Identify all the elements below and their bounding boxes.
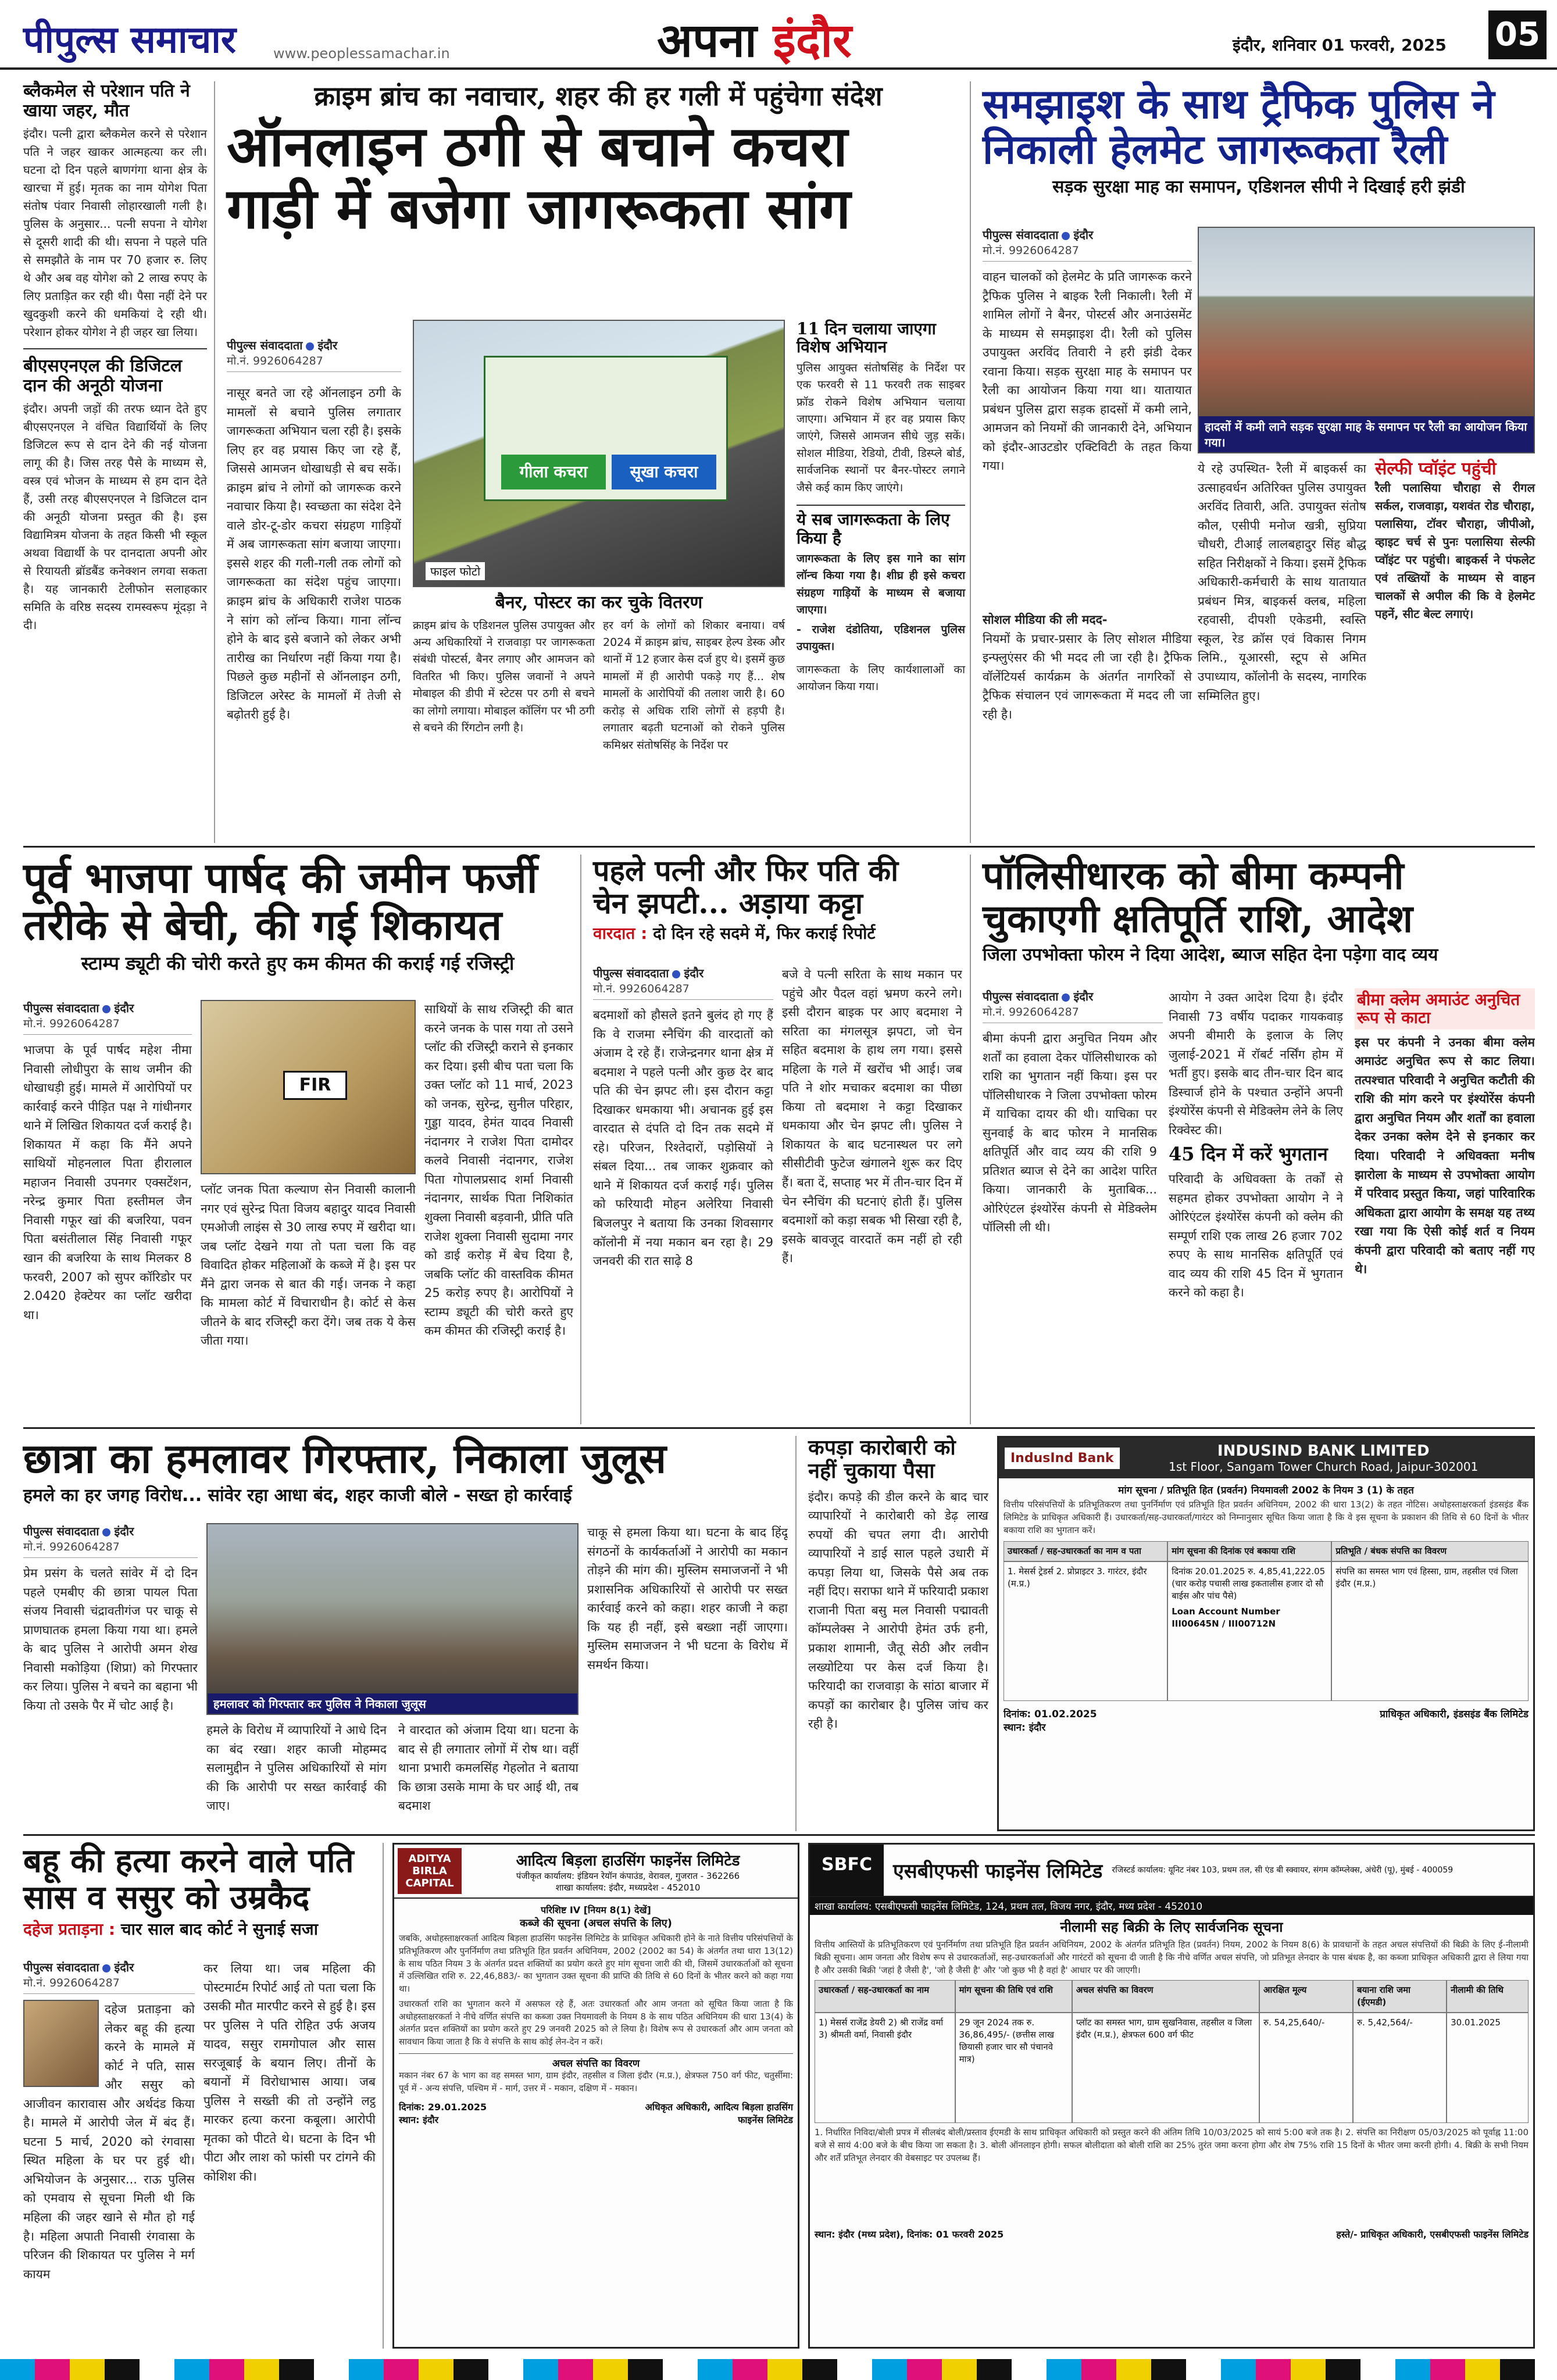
sbfc-place: स्थान: इंदौर (मध्य प्रदेश), दिनांक: 01 फरवरी 2025 bbox=[815, 2229, 1004, 2240]
divider bbox=[23, 846, 1535, 848]
indusind-loan: Loan Account Number III00645N / III00712N bbox=[1172, 1606, 1280, 1629]
land-headline-2: तरीके से बेची, की गई शिकायत bbox=[23, 899, 502, 949]
chain-text-1: बदमाशों को हौसले इतने बुलंद हो गए हैं कि वे राजमा स्नैचिंग की वारदातों को अंजाम दे रहे हैं। राजेन्द्रनगर थाना क्षेत्र में बदमाश ने पहले पत्नी और कुछ देर बाद पति की चेन झपट ली। इस दौरान कट्टा दिखाकर धमकाया भी। अचानक हुई इस वारदात से दंपति दो दिन तक सदमे में रहे। परिजन, रिश्तेदारों, पड़ोसियों ने संबल दिया... तब जाकर शुक्रवार को थाने में शिकायत दर्ज कराई गई। पुलिस को फरियादी मोहन अलेरिया निवासी बिजलपुर ने बताया कि उनका शिवसागर कॉलोनी में नया मकान बन रहा है। 29 जनवरी की रात साढ़े 8 bbox=[593, 1008, 773, 1268]
chain-text-2: बजे वे पत्नी सरिता के साथ मकान पर पहुंचे और पैदल वहां भ्रमण करने लगे। इसी दौरान बाइक पर आए बदमाश ने सरिता का मंगलसूत्र झपटा, जो चेन सहित बदमाश के हाथ लग गया। इससे महिला के गले में खरोंच भी आई। जब पति ने शोर मचाकर बदमाश का पीछा किया तो बदमाश ने कट्टा दिखाकर धमकाया और चेन झपट ली। पुलिस ने शिकायत के बाद घटनास्थल पर लगे सीसीटीवी फुटेज खंगालने शुरू कर दिए हैं। बता दें, सप्ताह भर में तीन-चार दिन में चेन स्नैचिंग की घटनाएं होती हैं। पुलिस बदमाशों को कड़ा सबक भी सिखा रही है, इसके बावजूद वारदातें कम नहीं हो रही हैं। bbox=[782, 967, 962, 1266]
lead-kicker: क्राइम ब्रांच का नवाचार, शहर की हर गली में पहुंचेगा संदेश bbox=[314, 80, 883, 112]
page-number: 05 bbox=[1488, 10, 1547, 59]
location-dot-icon bbox=[1062, 994, 1070, 1002]
divider bbox=[23, 1834, 1535, 1836]
insurance-byline: पीपुल्स संवाददाता इंदौर bbox=[983, 989, 1094, 1003]
lead-sidebar bbox=[797, 320, 965, 831]
left-briefs bbox=[23, 81, 215, 843]
aditya-title: आदित्य बिड़ला हाउसिंग फाइनेंस लिमिटेड bbox=[516, 1852, 740, 1870]
aditya-notice-head: कब्जे की सूचना (अचल संपत्ति के लिए) bbox=[520, 1917, 672, 1929]
clothes-headline: कपड़ा कारोबारी को नहीं चुकाया पैसा bbox=[808, 1435, 956, 1484]
newspaper-logo: पीपुल्स समाचार bbox=[23, 18, 236, 62]
sbfc-col-1: उधारकर्ता / सह-उधारकर्ता का नाम bbox=[815, 1980, 955, 2013]
chain-headline-2: चेन झपटी... अड़ाया कट्टा bbox=[593, 886, 863, 920]
dry-waste-label: सूखा कचरा bbox=[612, 455, 716, 489]
indusind-col-1: उधारकर्ता / सह-उधारकर्ता का नाम व पता bbox=[1004, 1541, 1167, 1561]
land-byline: पीपुल्स संवाददाता इंदौर bbox=[23, 1001, 134, 1015]
lead-story bbox=[227, 81, 971, 843]
sbfc-borrower: 1) मेसर्स राजेंद्र डेयरी 2) श्री राजेंद्र वर्मा 3) श्रीमती वर्मा, निवासी इंदौर bbox=[815, 2013, 955, 2123]
indusind-col-3: प्रतिभूति / बंधक संपत्ति का विवरण bbox=[1331, 1541, 1529, 1561]
traffic-subhead: सड़क सुरक्षा माह का समापन, एडिशनल सीपी ने दिखाई हरी झंडी bbox=[1052, 176, 1465, 197]
traffic-text-2: नियमों के प्रचार-प्रसार के लिए सोशल मीडिया इन्फ्लुएंसर की भी मदद ली जा रही है। ट्रैफिक वॉलेंटियर्स कार्यक्रम के अंतर्गत नागरिकों से ट्रैफिक संचालन एवं जागरूकता में मदद ली जा रही है। bbox=[983, 631, 1192, 721]
chain-subhead: वारदात : दो दिन रहे सदमे में, फिर कराई रिपोर्ट bbox=[593, 924, 876, 943]
lead-mobile: मो.नं. 9926064287 bbox=[227, 353, 401, 372]
aditya-notice-text: जबकि, अधोहस्ताक्षरकर्ता आदित्य बिड़ला हाउसिंग फाइनेंस लिमिटेड के प्राधिकृत अधिकारी होने के नाते वित्तीय परिसंपत्तियों के प्रतिभूतिकरण और पुनर्निर्माण तथा प्रतिभूति हित प्रवर्तन अधिनियम, 2002 (2002 का 54) के अंतर्गत तथा धारा 13(12) के साथ पठित नियम 3 के अंतर्गत प्रदत्त शक्तियों का प्रयोग करते हुए मांग सूचना जारी की थी, जिसमें उधारकर्ताओं को सूचना में उल्लिखित राशि रु. 22,46,883/- का भुगतान उक्त सूचना की प्राप्ति की तिथि से 60 दिनों के भीतर करने को कहा गया था। bbox=[399, 1933, 793, 1994]
fir-photo bbox=[201, 1000, 416, 1174]
land-text-1: भाजपा के पूर्व पार्षद महेश नीमा निवासी लोधीपुरा के साथ जमीन की धोखाधड़ी हुई। मामले में आरोपियों पर कार्रवाई करने पीड़ित पक्ष ने गांधीनगर थाने में लिखित शिकायत दर्ज कराई है। शिकायत में कहा कि मैंने अपने साथियों मोहनलाल पिता हीरालाल महाजन निवासी उपनगर एक्सटेंशन, नरेन्द्र कुमार पिता हस्तीमल जैन निवासी गफूर खां की बजरिया, पवन पिता बसंतीलाल सिंह निवासी गफूर खान की बजरिया के साथ मिलकर 8 फरवरी, 2007 को सुपर कॉरिडोर पर 2.0420 हेक्टेयर का प्लॉट खरीदा था। bbox=[23, 1043, 192, 1322]
insurance-side-text: इस पर कंपनी ने उनका बीमा क्लेम अमाउंट अनुचित रूप से काट लिया। तत्पश्चात परिवादी ने अनुचित कटौती की राशि की मांग करने पर इंश्योरेंस कंपनी द्वारा अनुचित नियम और शर्तों का हवाला देकर उनका क्लेम देने से इनकार कर दिया। परिवादी ने अधिवक्ता मनीष झारोला के माध्यम से उपभोक्ता आयोग में परिवाद प्रस्तुत किया, जहां पारिवारिक अधिकता द्वारा आयोग के समक्ष यह तथ्य रखा गया कि ऐसी कोई शर्त व नियम कंपनी द्वारा परिवादी को बताए नहीं गए थे। bbox=[1355, 1035, 1535, 1277]
sbfc-notice-text: वित्तीय आस्तियों के प्रतिभूतिकरण एवं पुनर्निर्माण तथा प्रतिभूति हित प्रवर्तन अधिनियम, 2002 के अंतर्गत प्रतिभूति हित (प्रवर्तन) नियम, 2002 के नियम 8(6) के प्रावधानों के तहत अचल संपत्तियों की बिक्री के लिए ई-नीलामी बिक्री सूचना। आम जनता और विशेष रूप से उधारकर्ताओं, सह-उधारकर्ताओं और गारंटरों को सूचना दी जाती है कि नीचे वर्णित अचल संपत्ति, जो प्रतिभूत लेनदार के पास बंधक है, का कब्जा प्राधिकृत अधिकारी द्वारा ले लिया गया है और उसकी बिक्री 'जहां है जैसी है', 'जो है जैसी है' और 'जो कुछ भी है वहां है' आधार पर की जाएगी। bbox=[815, 1939, 1529, 1975]
divider bbox=[23, 1427, 1535, 1429]
quote-headline: ये सब जागरूकता के लिए किया है bbox=[797, 505, 965, 547]
section-title-b: इंदौर bbox=[773, 13, 852, 67]
murder-text-2: कर लिया था। जब महिला की पोस्टमार्टम रिपोर्ट आई तो पता चला कि उसकी मौत मारपीट करने से हुई है। इस पर पुलिस ने पति रोहित उर्फ अजय यादव, ससुर रामगोपाल और सास सरजूबाई के बयान लिए। तीनों के बयानों में विरोधाभास आया। जब पुलिस ने सख्ती की तो उन्होंने लट्ठ मारकर हत्या करना कबूला। आरोपी मृतका को पीटते थे। घटना के दिन भी पीटा और लाश को फांसी पर टांगने की कोशिश की। bbox=[203, 1961, 376, 2184]
sbfc-col-6: नीलामी की तिथि bbox=[1447, 1980, 1529, 2013]
aditya-birla-notice bbox=[392, 1843, 799, 2349]
land-subhead: स्टाम्प ड्यूटी की चोरी करते हुए कम कीमत की कराई गई रजिस्ट्री bbox=[81, 952, 515, 975]
traffic-sub2: सोशल मीडिया की ली मदद- bbox=[983, 613, 1108, 627]
lead-text-col-3: हर वर्ग के लोगों को शिकार बनाया। वर्ष 2024 में क्राइम ब्रांच, साइबर हेल्प डेस्क और थानों में 12 हजार केस दर्ज हुए थे। इसमें कुछ मामलों में ही आरोपी पकड़े गए हैं... शेष मामलों के आरोपियों की तलाश जारी है। 60 करोड़ से अधिक राशि लोगों से हड़पी है। लगातार बढ़ती घटनाओं को रोकने पुलिस कमिश्नर संतोषसिंह के निर्देश पर bbox=[603, 619, 785, 752]
land-text-3: साथियों के साथ रजिस्ट्री की बात करने जनक के पास गया तो उसने प्लॉट की रजिस्ट्री कराने से इनकार कर दिया। इसी बीच पता चला कि उक्त प्लॉट को 11 मार्च, 2023 को जनक, सुरेन्द्र, सुनील परिहार, गुड्डा यादव, हेमंत यादव निवासी नंदानगर ने राजेश पिता दामोदर कलवे निवासी नंदानगर, राजेश पिता गोपालप्रसाद शर्मा निवासी नंदानगर, सार्थक पिता निशिकांत शुक्ला निवासी बड़वानी, प्रीति पति राजेश शुक्ला निवासी सुदामा नगर को डाई करोड़ में बेच दिया है, जबकि प्लॉट की वास्तविक कीमत 25 करोड़ रुपए है। आरोपियों ने स्टाम्प ड्यूटी की चोरी करते हुए कम कीमत की रजिस्ट्री कराई है। bbox=[424, 1002, 573, 1338]
website-url[interactable]: www.peoplessamachar.in bbox=[273, 45, 450, 62]
sbfc-property: प्लॉट का समस्त भाग, ग्राम सुखनिवास, तहसील व जिला इंदौर (म.प्र.), क्षेत्रफल 600 वर्ग फीट bbox=[1072, 2013, 1259, 2123]
aditya-prop-text: मकान नंबर 67 के भाग का वह समस्त भाग, ग्राम इंदौर, तहसील व जिला इंदौर (म.प्र.), क्षेत्रफल 750 वर्ग फीट, चतुर्सीमा: पूर्व में - अन्य संपत्ति, पश्चिम में - मार्ग, उत्तर में - मकान, दक्षिण में - मकान। bbox=[399, 2070, 793, 2093]
masthead bbox=[0, 0, 1557, 70]
photo-caption: फाइल फोटो bbox=[426, 562, 485, 580]
sbfc-auction-date: 30.01.2025 bbox=[1447, 2013, 1529, 2123]
indusind-borrower: 1. मेसर्स ट्रेडर्स 2. प्रोप्राइटर 3. गारंटर, इंदौर (म.प्र.) bbox=[1004, 1561, 1167, 1701]
student-mobile: मो.नं. 9926064287 bbox=[23, 1539, 198, 1558]
insurance-text-1: बीमा कंपनी द्वारा अनुचित नियम और शर्तों का हवाला देकर पॉलिसीधारक को राशि का भुगतान नहीं किया। इस पर पॉलिसीधारक ने जिला उपभोक्ता फोरम में याचिका दायर की थी। याचिका पर सुनवाई के बाद फोरम ने मानसिक क्षतिपूर्ति और वाद व्यय की राशि 9 प्रतिशत ब्याज से देने का आदेश पारित किया। जानकारी के मुताबिक... ओरिएंटल इंश्योरेंस कंपनी से मेडिक्लेम पॉलिसी ली थी। bbox=[983, 1031, 1157, 1235]
aditya-appendix: परिशिष्ट IV [नियम 8(1) देखें] bbox=[541, 1904, 651, 1916]
indusind-notice-head: मांग सूचना / प्रतिभूति हित (प्रवर्तन) नियमावली 2002 के नियम 3 (1) के तहत bbox=[1118, 1485, 1414, 1496]
sbfc-col-2: मांग सूचना की तिथि एवं राशि bbox=[955, 1980, 1072, 2013]
sbfc-logo: SBFC bbox=[810, 1844, 884, 1896]
garbage-truck-photo bbox=[413, 320, 785, 587]
selfie-headline: सेल्फी प्वॉइंट पहुंची bbox=[1375, 459, 1497, 479]
sbfc-terms: 1. निर्धारित निविदा/बोली प्रपत्र में सीलबंद बोली/प्रस्ताव ईएमडी के साथ प्राधिकृत अधिकारी को प्रस्तुत करने की अंतिम तिथि 10/03/2025 को सायं 5:00 बजे तक है। 2. संपत्ति का निरीक्षण 05/03/2025 को पूर्वाह्न 11:00 बजे से सायं 4:00 बजे के बीच किया जा सकता है। 3. बोली ऑनलाइन होगी। सफल बोलीदाता को बोली राशि का 25% तुरंत जमा करना होगा और शेष 75% राशि 15 दिनों के भीतर जमा करनी होगी। 4. बिक्री के सभी नियम और शर्तें प्रतिभूत लेनदार की वेबसाइट पर उपलब्ध हैं। bbox=[815, 2127, 1529, 2163]
indusind-place: स्थान: इंदौर bbox=[1004, 1722, 1046, 1734]
aditya-place: स्थान: इंदौर bbox=[399, 2114, 439, 2126]
clothes-text: इंदौर। कपड़े की डील करने के बाद चार व्यापारियों ने कारोबारी को डेढ़ लाख रुपयों की चपत लगा दी। आरोपी व्यापारियों ने डाई साल पहले उधारी में कपड़ा लिया था, जिसके पैसे अब तक नहीं दिए। सराफा थाने में फरियादी प्रकाश राजानी पिता बसु मल निवासी पद्मावती कॉम्पलेक्स ने आरोपी हेमंत उर्फ हनी, प्रकाश शामानी, जैतू सेठी और लवीन लख्योटिया पर केस दर्ज किया है। फरियादी का राजवाड़ा के सांठा बाजार में कपड़ों का कारोबार है। पुलिस जांच कर रही है। bbox=[808, 1489, 988, 1731]
location-dot-icon bbox=[672, 970, 680, 978]
photo-wrap-spacer bbox=[23, 2000, 105, 2087]
chain-mobile: मो.नं. 9926064287 bbox=[593, 981, 773, 1000]
selfie-box bbox=[1375, 459, 1535, 623]
procession-photo bbox=[206, 1523, 578, 1715]
fir-label: FIR bbox=[283, 1071, 347, 1100]
sbfc-col-5: बयाना राशि जमा (ईएमडी) bbox=[1353, 1980, 1447, 2013]
rally-photo-caption: हादसों में कमी लाने सड़क सुरक्षा माह के समापन पर रैली का आयोजन किया गया। bbox=[1199, 416, 1534, 452]
sbfc-signature: हस्ते/- प्राधिकृत अधिकारी, एसबीएफसी फाइनेंस लिमिटेड bbox=[1336, 2229, 1529, 2240]
indusind-address: 1st Floor, Sangam Tower Church Road, Jaipur-302001 bbox=[1169, 1460, 1479, 1474]
sidebar-headline: 11 दिन चलाया जाएगा विशेष अभियान bbox=[797, 319, 936, 357]
box-text: क्राइम ब्रांच के एडिशनल पुलिस उपायुक्त और अन्य अधिकारियों ने राजवाड़ा पर जागरूकता संबंधी पोस्टर्स, बैनर लगाए और आमजन को वितरित भी किए। पुलिस जवानों ने अपने मोबाइल की डीपी में स्टेटस पर ठगी से बचने का लोगो लगाया। मोबाइल कॉलिंग पर भी ठगी से बचने की रिंगटोन लगी है। bbox=[413, 619, 595, 735]
section-title-a: अपना bbox=[657, 13, 773, 67]
murder-byline-block bbox=[23, 1959, 195, 1994]
procession-photo-caption: हमलावर को गिरफ्तार कर पुलिस ने निकाला जुलूस bbox=[208, 1693, 577, 1714]
dateline: इंदौर, शनिवार 01 फरवरी, 2025 bbox=[1233, 35, 1447, 55]
lead-headline-1: ऑनलाइन ठगी से बचाने कचरा bbox=[227, 113, 848, 179]
student-headline: छात्रा का हमलावर गिरफ्तार, निकाला जुलूस bbox=[23, 1434, 666, 1482]
aditya-notice-text-2: उधारकर्ता राशि का भुगतान करने में असफल रहे हैं, अतः उधारकर्ता और आम जनता को सूचित किया जाता है कि अधोहस्ताक्षरकर्ता ने नीचे वर्णित संपत्ति का कब्जा उक्त नियमावली के नियम 8 के साथ पठित अधिनियम की धारा 13(4) के अंतर्गत प्रदत्त शक्तियों का प्रयोग करते हुए 29 जनवरी 2025 को ले लिया है। विशेष रूप से उधारकर्ता और आम जनता को सावधान किया जाता है कि वे संपत्ति के साथ कोई लेन-देन न करें। bbox=[399, 1998, 793, 2047]
indusind-logo: IndusInd Bank bbox=[1005, 1448, 1120, 1469]
land-story bbox=[23, 855, 581, 1424]
traffic-social bbox=[983, 610, 1192, 724]
traffic-byline: पीपुल्स संवाददाता इंदौर bbox=[983, 228, 1094, 242]
student-text-1: प्रेम प्रसंग के चलते सांवेर में दो दिन पहले एमबीए की छात्रा पायल पिता संजय निवासी चंद्रावतीगंज पर चाकू से प्राणघातक हमला किया गया था। हमले के बाद पुलिस ने आरोपी अमन शेख निवासी मकोड़िया (शिप्रा) को गिरफ्तार कर लिया। पुलिस ने बचने का बहाना भी किया तो उसके पैर में चोट आई है। bbox=[23, 1566, 198, 1713]
traffic-mobile: मो.नं. 9926064287 bbox=[983, 242, 1192, 262]
color-registration-bar bbox=[0, 2359, 1557, 2380]
sbfc-auction-head: नीलामी सह बिक्री के लिए सार्वजनिक सूचना bbox=[1060, 1919, 1283, 1935]
student-story bbox=[23, 1436, 797, 1831]
selfie-text: रैली पलासिया चौराहा से रीगल सर्कल, राजवाड़ा, यशवंत रोड चौराहा, पलासिया, टॉवर चौराहा, जीपीओ, व्हाइट चर्च से पुनः पलासिया सेल्फी प्वॉइंट पर पहुंची। बाइकर्स ने पंफलेट एवं तख्तियों के माध्यम से वाहन चालकों से अपील की कि वे हेलमेट पहनें, सीट बेल्ट लगाएं। bbox=[1375, 480, 1535, 621]
sbfc-notice bbox=[808, 1843, 1535, 2349]
traffic-story bbox=[983, 81, 1535, 843]
murder-story bbox=[23, 1843, 384, 2349]
sidebar-text: पुलिस आयुक्त संतोषसिंह के निर्देश पर एक फरवरी से 11 फरवरी तक साइबर फ्रॉड रोकने विशेष अभियान चलाया जाएगा। अभियान में हर वह प्रयास किए जाएंगे, जिससे आमजन सीधे जुड़ सकें। सोशल मीडिया, रेडियो, टीवी, डिस्प्ले बोर्ड, सार्वजनिक स्थानों पर बैनर-पोस्टर लगाने जैसे कई काम किए जाएंगे। bbox=[797, 361, 965, 494]
traffic-byline-block bbox=[983, 227, 1192, 262]
murder-text-1: दहेज प्रताड़ना को लेकर बहू की हत्या करने के मामले में कोर्ट ने पति, सास और ससुर को आजीवन कारावास और अर्थदंड किया है। मामले में आरोपी जेल में बंद हैं। घटना 5 मार्च, 2020 को रंगवासा स्थित महिला के घर पर हुई थी। अभियोजन के अनुसार... राऊ पुलिस को एमवाय से सूचना मिली थी कि महिला की जहर खाने से मौत हो गई है। महिला अपाती निवासी रंगवासा के परिजन की शिकायत पर पुलिस ने मर्ग कायम bbox=[23, 2000, 195, 2343]
traffic-text-col-3: ये रहे उपस्थित- रैली में बाइकर्स का उत्साहवर्धन अतिरिक्त पुलिस उपायुक्त अरविंद तिवारी, अति. उपायुक्त संतोष कौल, एसीपी मनोज खत्री, सुप्रिया चौधरी, टीआई लालबहादुर सिंह बौद्ध सहित निरीक्षकों ने किया। इसमें ट्रैफिक अधिकारी-कर्मचारी के साथ यातायात प्रबंधन मित्र, बाइकर्स क्लब, महिला रहवासी, दीपशी एकेडमी, स्वस्ति स्कूल, रेड क्रॉस एवं विकास निगम लिमि., यूआरसी, स्टूप से अमित उपाध्याय, कॉलोनी के सदस्य, नागरिक सम्मिलित हुए। bbox=[1198, 462, 1366, 703]
sbfc-col-3: अचल संपत्ति का विवरण bbox=[1072, 1980, 1259, 2013]
murder-headline-1: बहू की हत्या करने वाले पति bbox=[23, 1842, 354, 1880]
chain-byline-block bbox=[593, 965, 773, 1000]
aditya-signature: अधिकृत अधिकारी, आदित्य बिड़ला हाउसिंग फाइनेंस लिमिटेड bbox=[645, 2102, 793, 2126]
aditya-prop-head: अचल संपत्ति का विवरण bbox=[399, 2053, 793, 2070]
lead-byline: पीपुल्स संवाददाता इंदौर bbox=[227, 338, 338, 352]
land-headline-1: पूर्व भाजपा पार्षद की जमीन फर्जी bbox=[23, 853, 538, 902]
sbfc-title: एसबीएफसी फाइनेंस लिमिटेड bbox=[892, 1860, 1103, 1883]
sbfc-reserve: रु. 54,25,640/- bbox=[1259, 2013, 1353, 2123]
murder-subhead: दहेज प्रताड़ना : चार साल बाद कोर्ट ने सुनाई सजा bbox=[23, 1920, 318, 1939]
indusind-title: INDUSIND BANK LIMITED bbox=[1217, 1442, 1430, 1460]
box-headline: बैनर, पोस्टर का कर चुके वितरण bbox=[495, 592, 703, 613]
student-subhead: हमले का हर जगह विरोध... सांवेर रहा आधा बंद, शहर काजी बोले - सख्त हो कार्रवाई bbox=[23, 1485, 572, 1506]
student-byline-block bbox=[23, 1523, 198, 1558]
murder-headline-2: सास व ससुर को उम्रकैद bbox=[23, 1878, 310, 1917]
student-text-2: हमले के विरोध में व्यापारियों ने आधे दिन का बंद रखा। शहर काजी मोहम्मद सलामुद्दीन ने पुलिस अधिकारियों से मांग की कि आरोपी पर सख्त कार्रवाई की जाए। bbox=[206, 1723, 387, 1813]
indusind-notice-text: वित्तीय परिसंपत्तियों के प्रतिभूतिकरण तथा पुनर्निर्माण एवं प्रतिभूति हित प्रवर्तन अधिनियम, 2002 की धारा 13(2) के तहत नोटिस। अधोहस्ताक्षरकर्ता इंडसइंड बैंक लिमिटेड के प्राधिकृत अधिकारी हैं। उधारकर्ता/सह-उधारकर्ता/गारंटर को निम्नानुसार सूचित किया जाता है कि वे इस सूचना के प्रकाशन की तिथि से 60 दिनों के भीतर बकाया राशि का भुगतान करें। bbox=[1004, 1499, 1529, 1535]
traffic-headline-1: समझाइश के साथ ट्रैफिक पुलिस ने bbox=[983, 80, 1495, 128]
indusind-amount-cell: दिनांक 20.01.2025 रु. 4,85,41,222.05 (चार करोड़ पचासी लाख इकतालीस हजार दो सौ बाईस और पांच पैसे) Loan Account Number III00645N / III00712N bbox=[1167, 1561, 1331, 1701]
clothes-brief bbox=[808, 1436, 988, 1831]
brief-1-text: इंदौर। पत्नी द्वारा ब्लैकमेल करने से परेशान पति ने जहर खाकर आत्महत्या कर ली। घटना दो दिन पहले बाणगंगा थाना क्षेत्र के खारचा में हुई। मृतक का नाम योगेश पिता संतोष पंवार निवासी लोहारखाली गली है। पुलिस के अनुसार... पत्नी सपना ने योगेश से दूसरी शादी की थी। सपना ने पहले पति से समझौते के नाम पर 70 हजार रु. लिए थे और अब वह योगेश को 2 लाख रुपए के लिए प्रताड़ित कर रही थी। पैसा नहीं देने पर खुदकुशी करने की धमकियां दे रही थी। परेशान होकर योगेश ने ही जहर खा लिया। bbox=[23, 127, 207, 340]
aditya-date: दिनांक: 29.01.2025 bbox=[399, 2102, 487, 2113]
indusind-date: दिनांक: 01.02.2025 bbox=[1004, 1709, 1097, 1721]
lead-headline-2: गाड़ी में बजेगा जागरूकता सांग bbox=[227, 176, 851, 242]
insurance-col-2 bbox=[1169, 988, 1343, 1418]
location-dot-icon bbox=[306, 342, 314, 351]
sbfc-col-4: आरक्षित मूल्य bbox=[1259, 1980, 1353, 2013]
lead-text-col-1: नासूर बनते जा रहे ऑनलाइन ठगी के मामलों से बचाने पुलिस लगातार जागरूकता अभियान चला रही है। इसके लिए हर वह प्रयास किए जा रहे हैं, जिससे आमजन धोखाधड़ी से बच सकें। क्राइम ब्रांच ने लोगों को जागरूक करने नवाचार किया है। स्वच्छता का संदेश देने वाले डोर-टू-डोर कचरा संग्रहण गाड़ियों में अब जागरूकता सांग बजाया जाएगा। इससे शहर की गली-गली तक लोगों को जागरूकता का संदेश पहुंच जाएगा। क्राइम ब्रांच के अधिकारी राजेश पाठक ने सांग को लॉन्च किया। गाना लॉन्च होने के बाद इसे बजाने को लेकर अभी तारीख का निर्धारण नहीं किया गया है। पिछले कुछ महीनों से ऑनलाइन ठगी, डिजिटल अरेस्ट के मामलों में तेजी से बढ़ोतरी हुई है। bbox=[227, 386, 401, 722]
aditya-reg: पंजीकृत कार्यालय: इंडियन रेयॉन कंपाउंड, वेरावल, गुजरात - 362266 bbox=[516, 1870, 740, 1881]
insurance-text-3: परिवादी के अधिवक्ता के तर्कों से सहमत होकर उपभोक्ता आयोग ने ने ओरिएंटल इंश्योरेंस कंपनी को क्लेम की सम्पूर्ण राशि एक लाख 26 हजार 702 रुपए के साथ मानसिक क्षतिपूर्ति एवं वाद व्यय की राशि 45 दिन में भुगतान करने को कहा है। bbox=[1169, 1172, 1343, 1300]
sbfc-emd: रु. 5,42,564/- bbox=[1353, 2013, 1447, 2123]
sbfc-amount: 29 जून 2024 तक रु. 36,86,495/- (छत्तीस लाख छियासी हजार चार सौ पंचानवे मात्र) bbox=[955, 2013, 1072, 2123]
quote-attribution: - राजेश दंडोतिया, एडिशनल पुलिस उपायुक्त। bbox=[797, 623, 965, 653]
insurance-sub2: 45 दिन में करें भुगतान bbox=[1169, 1143, 1328, 1166]
lead-byline-block bbox=[227, 337, 401, 372]
indusind-bank-notice bbox=[997, 1436, 1535, 1831]
lead-box bbox=[413, 593, 785, 754]
insurance-headline-1: पॉलिसीधारक को बीमा कम्पनी bbox=[983, 853, 1404, 898]
chain-byline: पीपुल्स संवाददाता इंदौर bbox=[593, 966, 704, 980]
murder-byline: पीपुल्स संवाददाता इंदौर bbox=[23, 1960, 134, 1974]
insurance-side-headline: बीमा क्लेम अमाउंट अनुचित रूप से काटा bbox=[1355, 988, 1535, 1030]
insurance-mobile: मो.नं. 9926064287 bbox=[983, 1004, 1163, 1023]
insurance-sidebar bbox=[1355, 988, 1535, 1418]
traffic-headline-2: निकाली हेलमेट जागरूकता रैली bbox=[983, 125, 1448, 174]
indusind-signature: प्राधिकृत अधिकारी, इंडसइंड बैंक लिमिटेड bbox=[1380, 1709, 1529, 1721]
chain-story bbox=[593, 855, 971, 1424]
insurance-headline-2: चुकाएगी क्षतिपूर्ति राशि, आदेश bbox=[983, 895, 1413, 941]
aditya-branch: शाखा कार्यालय: इंदौर, मध्यप्रदेश - 452010 bbox=[555, 1882, 701, 1893]
wet-waste-label: गीला कचरा bbox=[501, 455, 606, 489]
land-mobile: मो.नं. 9926064287 bbox=[23, 1016, 192, 1035]
quote-text: जागरूकता के लिए इस गाने का सांग लॉन्च किया गया है। शीघ्र ही इसे कचरा संग्रहण गाड़ियों के माध्यम से बजाया जाएगा। bbox=[797, 552, 965, 617]
location-dot-icon bbox=[1062, 232, 1070, 240]
indusind-col-2: मांग सूचना की दिनांक एवं बकाया राशि bbox=[1167, 1541, 1331, 1561]
land-text-2: प्लॉट जनक पिता कल्याण सेन निवासी कालानी नगर एवं सुरेन्द्र पिता विजय बहादुर यादव निवासी एमओजी लाइंस से 30 लाख रुपए में खरीदा था। जब प्लॉट देखने गया तो पता चला कि वह विवादित होकर महिलाओं के कब्जे में है। इस पर मैंने द्वारा जनक से बात की गई। जनक ने कहा कि मामला कोर्ट में विचाराधीन है। कोर्ट से केस जीतने के बाद रजिस्ट्री करा देंगे। जब तक ये केस जीता गया। bbox=[201, 1182, 416, 1348]
student-text-4: चाकू से हमला किया था। घटना के बाद हिंदू संगठनों के कार्यकर्ताओं ने आरोपी का मकान तोड़ने की मांग की। मुस्लिम समाजजनों ने भी प्रशासनिक अधिकारियों से आरोपी पर सख्त कार्रवाई करने को कहा। शहर काजी ने कहा कि यह ही नहीं, इसे बख्शा नहीं जाएगा। मुस्लिम समाजजन ने भी घटना के विरोध में समर्थन किया। bbox=[587, 1525, 788, 1672]
brief-1-headline: ब्लैकमेल से परेशान पति ने खाया जहर, मौत bbox=[23, 81, 190, 121]
location-dot-icon bbox=[102, 1964, 110, 1972]
traffic-text-col-1: वाहन चालकों को हेलमेट के प्रति जागरूक करने ट्रैफिक पुलिस ने बाइक रैली निकाली। रैली में शामिल लोगों ने बैनर, पोस्टर्स और अनाउंसमेंट के माध्यम से समझाइश दी। रैली को पुलिस उपायुक्त अरविंद तिवारी ने हरी झंडी देकर रवाना किया। सड़क सुरक्षा माह के समापन पर रैली का आयोजन किया गया था। यातायात प्रबंधन पुलिस द्वारा सड़क हादसों में कमी लाने, आमजन को नियमों की जानकारी देने, अभियान को इंदौर-आउटडोर एक्टिविटी के तहत किया गया। bbox=[983, 270, 1192, 473]
location-dot-icon bbox=[102, 1005, 110, 1013]
murder-mobile: मो.नं. 9926064287 bbox=[23, 1975, 195, 1994]
sidebar-end-text: जागरूकता के लिए कार्यशालाओं का आयोजन किया गया। bbox=[797, 663, 965, 693]
sbfc-branch: शाखा कार्यालय: एसबीएफसी फाइनेंस लिमिटेड, 124, प्रथम तल, विजय नगर, इंदौर, मध्य प्रदेश - 452010 bbox=[810, 1897, 1533, 1915]
insurance-story bbox=[983, 855, 1535, 1424]
indusind-property: संपत्ति का समस्त भाग एवं हिस्सा, ग्राम, तहसील एवं जिला इंदौर (म.प्र.) bbox=[1331, 1561, 1529, 1701]
rally-photo bbox=[1198, 227, 1535, 453]
student-byline: पीपुल्स संवाददाता इंदौर bbox=[23, 1524, 134, 1538]
insurance-byline-block bbox=[983, 988, 1163, 1023]
insurance-subhead: जिला उपभोक्ता फोरम ने दिया आदेश, ब्याज सहित देना पड़ेगा वाद व्यय bbox=[983, 944, 1438, 965]
brief-2-headline: बीएसएनएल की डिजिटल दान की अनूठी योजना bbox=[23, 356, 182, 396]
aditya-logo: ADITYA BIRLA CAPITAL bbox=[398, 1848, 462, 1894]
student-text-3: ने वारदात को अंजाम दिया था। घटना के बाद से ही लगातार लोगों में रोष था। वहीं थाना प्रभारी कमलसिंह गेहलोत ने बताया कि छात्रा उसके मामा के घर आई थी, तब बदमाश bbox=[398, 1723, 578, 1813]
insurance-text-2: आयोग ने उक्त आदेश दिया है। इंदौर निवासी 73 वर्षीय पदाकर गायकवाड़ अपनी बीमारी के इलाज के लिए जुलाई-2021 में रॉबर्ट नर्सिंग होम में भर्ती हुए। इसके बाद तीन-चार दिन बाद डिस्चार्ज होने के पश्चात उन्होंने अपनी इंश्योरेंस कंपनी से मेडिक्लेम लेने के लिए रिक्वेस्ट की। bbox=[1169, 991, 1343, 1137]
brief-2-text: इंदौर। अपनी जड़ों की तरफ ध्यान देते हुए बीएसएनएल ने वंचित विद्यार्थियों के लिए डिजिटल रूप से दान देने की नई योजना लागू की है। जिस तरह पैसे के माध्यम से, वस्त्र एवं भोजन के माध्यम से हम दान देते हैं, उसी तरह बीएसएनएल ने डिजिटल दान की अनूठी योजना प्रस्तुत की है। इस विद्यामित्रम योजना के तहत किसी भी स्कूल अथवा विद्यार्थी के पर दानदाता अपनी ओर से रियायती ब्रॉडबैंड कनेक्शन लगवा सकता है। यह जानकारी टेलीफोन सलाहकार समिति के वरिष्ठ सदस्य रामस्वरूप मूंदड़ा ने दी। bbox=[23, 402, 207, 632]
section-title bbox=[657, 7, 852, 70]
land-byline-block bbox=[23, 1000, 192, 1035]
location-dot-icon bbox=[102, 1528, 110, 1536]
chain-headline-1: पहले पत्नी और फिर पति की bbox=[593, 853, 899, 888]
sbfc-reg: रजिस्टर्ड कार्यालय: यूनिट नंबर 103, प्रथम तल, सी एंड बी स्क्वायर, संगम कॉम्प्लेक्स, अंधेरी (पू), मुंबई - 400059 bbox=[1112, 1865, 1454, 1875]
